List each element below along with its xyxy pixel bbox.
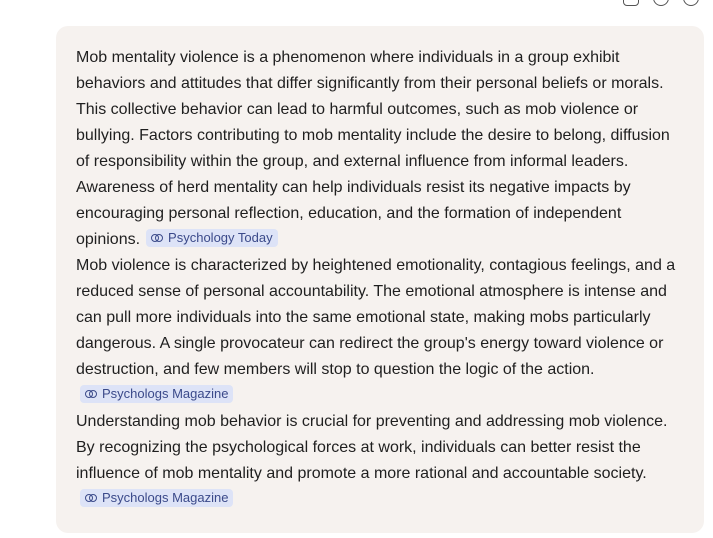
paragraph-1-text: Mob mentality violence is a phenomenon where individuals in a group exhibit behaviors and attitudes that differ significantly from their personal beliefs or morals. This collective behavior can lead to harmful outcomes, such as mob violence or bullying. Factors contributing to mob mentality include the desire to belong, diffusion of responsibility within the group, and external influence from informal leaders. Awareness of herd mentality can help individuals resist its negative impacts by encouraging personal reflection, education, and the formation of independent opinions. [76, 49, 670, 248]
assistant-message-bubble [56, 26, 704, 533]
citation-1-label: Psychology Today [168, 230, 273, 245]
paragraph-2 [76, 253, 684, 383]
paragraph-2-text: Mob violence is characterized by heightened emotionality, contagious feelings, and a reduced sense of personal accountability. The emotional atmosphere is intense and can pull more individuals into the same emotional state, making mobs particularly dangerous. A single provocateur can redirect the group's energy toward violence or destruction, and few members will stop to question the logic of the action. [76, 257, 676, 378]
paragraph-3 [76, 409, 684, 487]
citation-chip-3[interactable] [80, 489, 233, 507]
citation-row-2 [76, 383, 684, 409]
info-icon[interactable] [683, 0, 699, 6]
citation-3-label: Psychologs Magazine [102, 490, 229, 505]
message-actions [623, 0, 699, 6]
citation-chip-2[interactable] [80, 385, 233, 403]
citation-2-label: Psychologs Magazine [102, 386, 229, 401]
paragraph-3-text: Understanding mob behavior is crucial for preventing and addressing mob violence. By recognizing the psychological forces at work, individuals can better resist the influence of mob mentality and promote a more rational and accountable society. [76, 413, 668, 482]
link-icon [151, 234, 163, 242]
citation-row-3 [76, 487, 684, 513]
paragraph-1 [76, 45, 684, 253]
link-icon [85, 494, 97, 502]
like-icon[interactable] [653, 0, 669, 6]
link-icon [85, 390, 97, 398]
copy-icon[interactable] [623, 0, 639, 6]
citation-chip-1[interactable] [146, 229, 278, 247]
